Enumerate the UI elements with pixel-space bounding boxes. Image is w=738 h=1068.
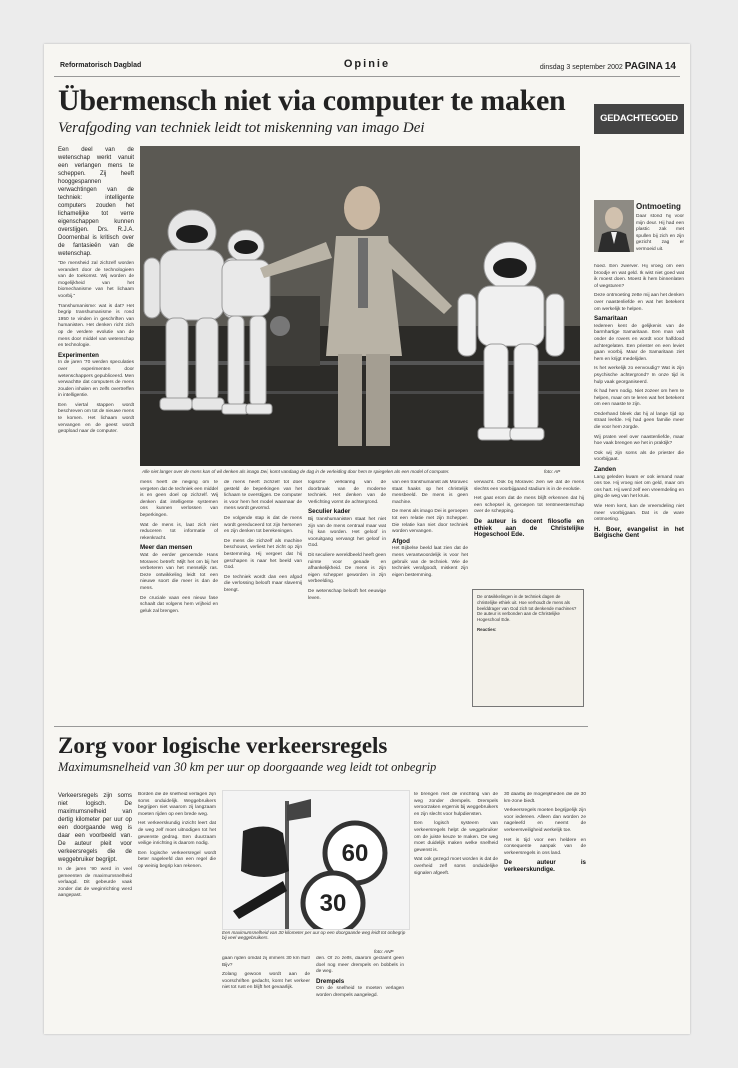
article2-author-note: De auteur is verkeerskundige. [504, 859, 586, 873]
article2-photo-credit: foto: ANP [374, 949, 394, 954]
speed-sign-illustration [223, 791, 409, 929]
article2-column-5: te brengen met de inrichting van de weg zonder drempels. Drempels veroorzaken ergernis bij weggebruikers en zijn slecht voor hulpdiensten. Een logisch systeem van verkeersregels helpt de weggebruiker om de juiste keuze te maken. De weg moet duidelijk maken welke snelheid gewenst is. Wat ook gezegd moet worden is dat de overheid zelf soms onduidelijke signalen afgeeft. [414, 792, 498, 876]
page-number: 14 [664, 61, 676, 72]
masthead [54, 54, 680, 77]
article2-intro: Verkeersregels zijn soms niet logisch. De maximumsnelheid van dertig kilometer per uur op een doorgaande weg is daar een voorbeeld van. De auteur pleit voor verkeersregels die de weggebruiker begrijpt. [58, 793, 132, 863]
article2-column-2: Borden die de snelheid verlagen zijn soms onduidelijk. Weggebruikers begrijpen niet waarom zij langzaam moeten rijden op een brede weg. Het verkeerskundig inzicht leert dat de weg zelf moet uitnodigen tot het gewenste gedrag. Een duurzaam veilige inrichting is daarom nodig. Een logische verkeersregel wordt beter nageleefd dan een regel die op weinig begrip kan rekenen. [138, 792, 216, 869]
page-label: PAGINA [624, 61, 663, 72]
subhead-meer-dan-mensen: Meer dan mensen [140, 544, 193, 552]
article-divider [54, 726, 588, 727]
sidebar-subhead-samaritaan: Samaritaan [594, 315, 628, 323]
article1-subheadline: Verafgoding van techniek leidt tot miskenning van imago Dei [58, 120, 425, 136]
sidebar-column [592, 104, 684, 1029]
sidebar-subhead-zanden: Zanden [594, 466, 617, 474]
article1-photo-robots [140, 146, 580, 466]
article2-column-1: Verkeersregels zijn soms niet logisch. De maximumsnelheid van dertig kilometer per uur op een doorgaande weg is daar een voorbeeld van. De auteur pleit voor verkeersregels die de weggebruiker begrijpt. In de jaren '90 werd in veel gemeenten de maximumsnelheid verlaagd. Dit gebeurde vaak zonder dat de weginrichting werd aangepast. [58, 793, 132, 899]
article1-author-note: De auteur is docent filosofie en ethiek aan de Christelijke Hogeschool Ede. [474, 517, 584, 539]
article1-column-5: van een transhumanist als Moravec staat haaks op het christelijk mensbeeld. De mens is geen machine. De mens als imago Dei is geroepen tot een relatie met zijn Schepper. Die relatie kan niet door techniek worden vervangen. Afgod Het Bijbelse beeld laat zien dat de mens verantwoordelijk is voor het gebruik van de techniek. Wie de techniek verafgoodt, miskent zijn eigen bestemming. [392, 480, 468, 578]
article1-photo-credit: foto: AP [544, 469, 561, 474]
sidebar-intro-right: Daar stond hij voor mijn deur. Hij had een plastic zak met spullen bij zich en zijn gezicht zag er vermoeid uit. [636, 214, 684, 252]
info-box-text: De ontwikkelingen in de techniek dagen de christelijke ethiek uit. Hoe verhoudt de mens als beelddrager van God zich tot denkende machines? De auteur is verbonden aan de Christelijke Hogeschool Ede. [477, 594, 577, 623]
page-info [540, 61, 676, 72]
article2-photo-speed-signs [222, 790, 410, 930]
issue-date: dinsdag 3 september 2002 [539, 64, 623, 71]
article1-headline: Übermensch niet via computer te maken [58, 84, 566, 117]
article1-intro: Een deel van de wetenschap werkt vanuit een verlangen mens te scheppen. Zij heeft hooggespannen verwachtingen van de techniek: intelligente computers zouden het lichamelijke tot verre eigenschappen kunnen overstijgen. Drs. R.J.A. Doornenbal is kritisch over de fantasieën van de wetenschap. [58, 147, 134, 257]
sidebar-body: hoed. Een zwerver. Hij vroeg om een broodje en wat geld. Ik wist niet goed wat ik moest doen. Moest ik hem binnenlaten of wegsturen? Deze ontmoeting zette mij aan het denken over naastenliefde en wat het betekent om werkelijk te helpen. Samaritaan Iedereen kent de gelijkenis van de barmhartige Samaritaan. Een man valt onder de rovers en wordt voor halfdood achtergelaten. Een priester en een leviet gaan voorbij. Maar de Samaritaan ziet hem en krijgt medelijden. Is het werkelijk zo eenvoudig? Wat is zijn psychische achtergrond? In onze tijd is hulp vaak georganiseerd. Ik had hem nodig. Niet zozeer om hem te helpen, maar om te leren wat het betekent om een naaste te zijn. Onderhand bleek dat hij al lange tijd op straat leefde. Hij had geen familie meer die voor hem zorgde. Wij praten veel over naastenliefde, maar hoe vaak brengen we het in praktijk? Ook wij zijn soms als de priester die voorbijgaat. Zanden Lang geleden kwam er ook iemand naar ons toe. Hij vroeg niet om geld, maar om ons hart. Hij werd zelf een vreemdeling en ging de weg van het kruis. Wie Hem kent, kan de vreemdeling niet meer voorbijgaan. Dat is de ware ontmoeting. H. Boer, evangelist in het Belgische Gent [594, 264, 684, 540]
article2-subheadline: Maximumsnelheid van 30 km per uur op doorgaande weg leidt tot onbegrip [58, 760, 437, 774]
article1-column-6: verwacht. Ook bij Moravec zien we dat de mens slechts een voorbijgaand stadium is in de evolutie. Het gaat erom dat de mens blijft erkennen dat hij een schepsel is, geroepen tot rentmeesterschap over de schepping. De auteur is docent filosofie en ethiek aan de Christelijke Hogeschool Ede. [474, 480, 584, 539]
newspaper-page [44, 44, 690, 1034]
gedachtegoed-logo: GEDACHTEGOED [594, 104, 684, 134]
article2-subhead-drempels: Drempels [316, 977, 345, 985]
article1-info-box [472, 589, 584, 707]
article2-column-3: gaan rijden omdat zij immers 30 km fluit! Bijv? Zolang gewoon wordt aan de voorschriften gedacht, komt het verkeer niet tot rust en blijft het gevaarlijk. [222, 956, 310, 991]
info-box-reactions: Reacties: [477, 626, 497, 632]
subhead-seculier-kader: Seculier kader [308, 508, 351, 516]
article2-photo-caption: Een maximumsnelheid van 30 kilometer per uur op een doorgaande weg leidt tot onbegrip bij veel weggebruikers. [222, 930, 406, 940]
section-title: Opinie [343, 58, 391, 70]
author-portrait [594, 200, 634, 252]
sign-30-text: 30 [319, 890, 347, 917]
article1-column-2: mens heeft de neiging om te vergeten dat de techniek een middel is en geen doel op zichzelf. Wij denken dat intelligente systemen ons kunnen verlossen van beperkingen. Wat de mens is, laat zich niet reduceren tot informatie of rekenkracht. Meer dan mensen Wat de eerder genoemde Hans Moravec betreft: Mijlt het om bij het verbeteren van het menselijk ras. Deze ontwikkeling leidt tot een nieuwe soort die meer is dan de mens. De cruciale vaan een nieuw fase schaalt dat volgens hem vrijheid en geluk zal brengen. [140, 480, 218, 614]
sign-60-text: 60 [341, 840, 369, 867]
newspaper-name: Reformatorisch Dagblad [60, 62, 142, 69]
sidebar-title: Ontmoeting [636, 202, 681, 211]
article1-column-3: de mens heeft zichzelf tot doel gesteld de beperkingen van het lichaam te overstijgen. De computer is voor hem het model waarnaar de mens wordt gevormd. De volgende stap is dat de mens wordt gereduceerd tot zijn hersenen en zijn denken tot berekeningen. De mens die zichzelf als machine beschouwt, verliest het zicht op zijn bestemming. Hij vergeet dat hij geschapen is naar het beeld van God. De techniek wordt dan een afgod die verlossing belooft maar slavernij brengt. [224, 480, 302, 593]
portrait-image [594, 200, 634, 252]
article2-column-6: 30 daarbij de mogelijkheden die de 30 km-zone biedt. Verkeersregels moeten begrijpelijk zijn voor iedereen. Alleen dan worden ze nageleefd en neemt de verkeersveiligheid werkelijk toe. Het is tijd voor een heldere en consequente aanpak van de verkeersregels in ons land. De auteur is verkeerskundige. [504, 792, 586, 873]
article1-column-1: Een deel van de wetenschap werkt vanuit een verlangen mens te scheppen. Zij heeft hooggespannen verwachtingen van de techniek: intelligente computers zouden het lichamelijke tot verre eigenschappen kunnen overstijgen. Drs. R.J.A. Doornenbal is kritisch over de fantasieën van de wetenschap. "De mensheid zal zichzelf worden verandert door de technologieën van de toekomst. Wij worden de mogelijkheid van het biomechanisme van het lichaam voorbij." Transhumanisme: wat is dat? Het begrip transhumanisme is rond 1950 te vinden in geschriften van humanisten. Het denken richt zich op de verdere evolutie van de mens door middel van wetenschap en technologie. Experimenten In de jaren '70 werden speculaties over experimenten door wetenschappers gepubliceerd. Men verwachtte dat computers de mens zouden inhalen en zelfs overtreffen in intelligentie. Een viertal stappen wordt beschreven om tot de nieuwe mens te komen. Het lichaam wordt vervangen en de geest wordt geüpload naar de computer. [58, 147, 134, 435]
subhead-experimenten: Experimenten [58, 351, 99, 359]
sidebar-author: H. Boer, evangelist in het Belgische Gent [594, 525, 684, 540]
article1-column-4: logische verklaring van de doorbraak van de moderne techniek. Het denken van de Verlichting vormt de achtergrond. Seculier kader Bij transhumanisten staat het niet zijn van de mens centraal maar wat hij kan worden. Het geloof in vooruitgang vervangt het geloof in God. Dit seculiere wereldbeeld heeft geen ruimte voor genade en afhankelijkheid. De mens is zijn eigen schepper geworden in zijn verbeelding. De wetenschap belooft het eeuwige leven. [308, 480, 386, 601]
article1-photo-caption: Alle niet langer over de mens kan of wil denken als imago Dei, komt vandaag de dag in de verleiding door hem te spiegelen als een model of computer. [142, 469, 450, 474]
robots-illustration [140, 146, 580, 466]
article2-headline: Zorg voor logische verkeersregels [58, 733, 388, 758]
subhead-afgod: Afgod [392, 537, 410, 545]
article2-column-4: den. Of zo zelfs, daarom geclaimt geen doel nog meer drempels en bobbels in de weg. Drempels Om de snelheid te moeten verlagen worden drempels aangelegd. [316, 956, 404, 998]
